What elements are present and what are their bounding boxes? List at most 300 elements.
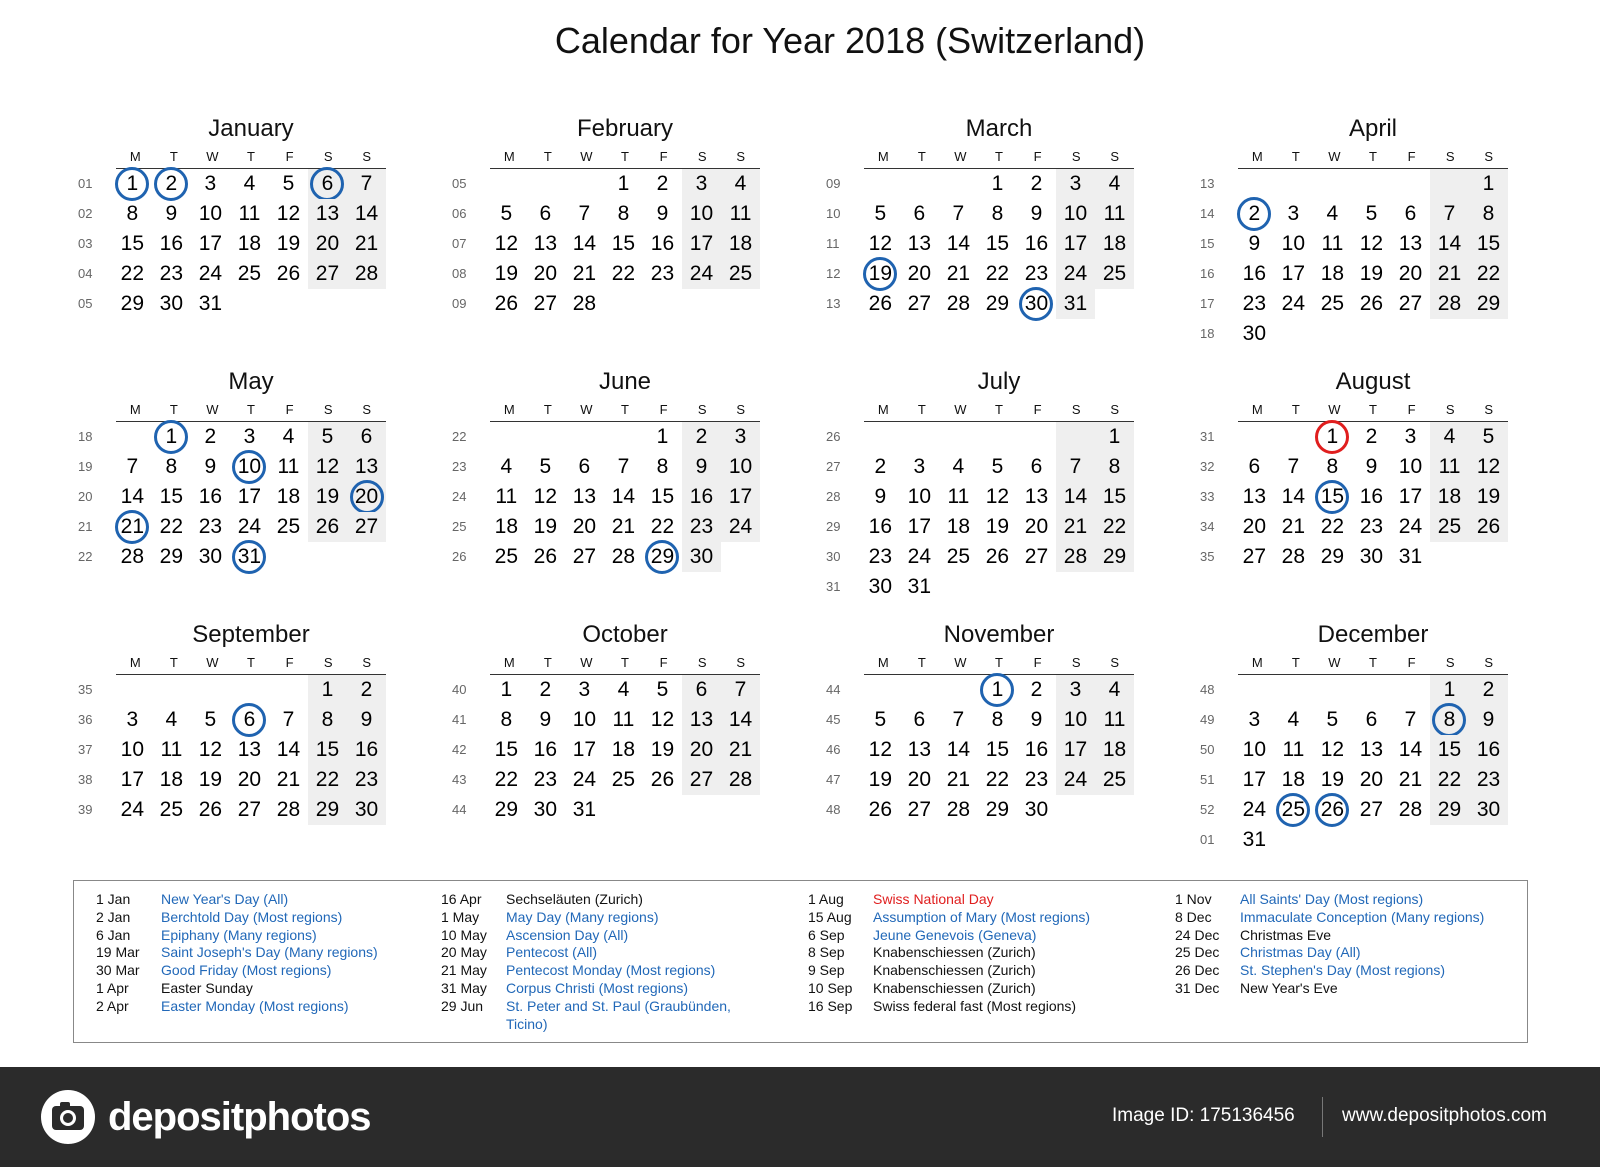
- day-cell[interactable]: 19: [861, 259, 900, 289]
- day-cell[interactable]: 5: [1469, 422, 1508, 452]
- day-cell[interactable]: 22: [650, 515, 675, 538]
- day-cell[interactable]: 15: [1430, 735, 1469, 765]
- day-cell[interactable]: 4: [500, 455, 513, 478]
- day-cell[interactable]: 24: [198, 262, 223, 285]
- day-cell[interactable]: 18: [1430, 482, 1469, 512]
- day-cell[interactable]: 6: [308, 169, 347, 199]
- day-cell[interactable]: 19: [985, 515, 1010, 538]
- day-cell[interactable]: 15: [120, 232, 144, 255]
- day-cell[interactable]: 3: [1056, 675, 1095, 705]
- day-cell[interactable]: 29: [1320, 545, 1345, 568]
- day-cell[interactable]: 28: [572, 292, 597, 315]
- day-cell[interactable]: 30: [868, 575, 892, 598]
- day-cell[interactable]: 20: [682, 735, 721, 765]
- day-cell[interactable]: 17: [721, 482, 760, 512]
- day-cell[interactable]: 27: [1024, 545, 1049, 568]
- day-cell[interactable]: 10: [572, 708, 597, 731]
- day-cell[interactable]: 21: [611, 515, 636, 538]
- day-cell[interactable]: 31: [1398, 545, 1423, 568]
- day-cell[interactable]: 22: [1430, 765, 1469, 795]
- day-cell[interactable]: 17: [1242, 768, 1266, 791]
- day-cell[interactable]: 2: [874, 455, 887, 478]
- day-cell[interactable]: 8: [617, 202, 630, 225]
- day-cell[interactable]: 1: [991, 172, 1004, 195]
- day-cell[interactable]: 27: [682, 765, 721, 795]
- day-cell[interactable]: 18: [946, 515, 971, 538]
- day-cell[interactable]: 13: [1359, 738, 1384, 761]
- day-cell[interactable]: 17: [1281, 262, 1306, 285]
- day-cell[interactable]: 25: [237, 262, 262, 285]
- day-cell[interactable]: 1: [656, 425, 669, 448]
- day-cell[interactable]: 13: [533, 232, 558, 255]
- day-cell[interactable]: 10: [198, 202, 223, 225]
- day-cell[interactable]: 20: [308, 229, 347, 259]
- day-cell[interactable]: 16: [1469, 735, 1508, 765]
- day-cell[interactable]: 31: [572, 798, 597, 821]
- day-cell[interactable]: 12: [308, 452, 347, 482]
- day-cell[interactable]: 11: [1321, 232, 1344, 255]
- day-cell[interactable]: 9: [682, 452, 721, 482]
- day-cell[interactable]: 28: [611, 545, 636, 568]
- day-cell[interactable]: 29: [643, 542, 682, 572]
- day-cell[interactable]: 1: [1469, 169, 1508, 199]
- day-cell[interactable]: 4: [721, 169, 760, 199]
- day-cell[interactable]: 8: [1430, 705, 1469, 735]
- day-cell[interactable]: 15: [611, 232, 636, 255]
- day-cell[interactable]: 4: [1287, 708, 1300, 731]
- day-cell[interactable]: 8: [1326, 455, 1339, 478]
- day-cell[interactable]: 29: [985, 292, 1010, 315]
- day-cell[interactable]: 22: [1320, 515, 1345, 538]
- day-cell[interactable]: 23: [347, 765, 386, 795]
- day-cell[interactable]: 23: [198, 515, 223, 538]
- day-cell[interactable]: 6: [1248, 455, 1261, 478]
- day-cell[interactable]: 16: [1242, 262, 1266, 285]
- day-cell[interactable]: 17: [120, 768, 144, 791]
- day-cell[interactable]: 3: [1287, 202, 1300, 225]
- day-cell[interactable]: 24: [572, 768, 597, 791]
- day-cell[interactable]: 13: [907, 738, 932, 761]
- day-cell[interactable]: 21: [946, 262, 971, 285]
- day-cell[interactable]: 27: [308, 259, 347, 289]
- day-cell[interactable]: 30: [533, 798, 558, 821]
- day-cell[interactable]: 26: [650, 768, 675, 791]
- day-cell[interactable]: 12: [1469, 452, 1508, 482]
- day-cell[interactable]: 24: [721, 512, 760, 542]
- day-cell[interactable]: 7: [126, 455, 139, 478]
- day-cell[interactable]: 18: [1320, 262, 1345, 285]
- day-cell[interactable]: 4: [165, 708, 178, 731]
- day-cell[interactable]: 17: [1056, 735, 1095, 765]
- day-cell[interactable]: 2: [1235, 199, 1274, 229]
- day-cell[interactable]: 14: [276, 738, 301, 761]
- day-cell[interactable]: 12: [868, 232, 892, 255]
- day-cell[interactable]: 21: [1056, 512, 1095, 542]
- day-cell[interactable]: 8: [656, 455, 669, 478]
- day-cell[interactable]: 20: [347, 482, 386, 512]
- day-cell[interactable]: 9: [1030, 202, 1043, 225]
- day-cell[interactable]: 1: [617, 172, 630, 195]
- day-cell[interactable]: 20: [907, 768, 932, 791]
- day-cell[interactable]: 6: [1365, 708, 1378, 731]
- day-cell[interactable]: 5: [308, 422, 347, 452]
- day-cell[interactable]: 20: [533, 262, 558, 285]
- day-cell[interactable]: 17: [572, 738, 597, 761]
- day-cell[interactable]: 9: [1469, 705, 1508, 735]
- day-cell[interactable]: 5: [874, 202, 887, 225]
- day-cell[interactable]: 4: [1326, 202, 1339, 225]
- day-cell[interactable]: 3: [913, 455, 926, 478]
- day-cell[interactable]: 14: [1398, 738, 1423, 761]
- day-cell[interactable]: 7: [721, 675, 760, 705]
- day-cell[interactable]: 18: [1281, 768, 1306, 791]
- day-cell[interactable]: 23: [1359, 515, 1384, 538]
- day-cell[interactable]: 21: [113, 512, 152, 542]
- day-cell[interactable]: 21: [1281, 515, 1306, 538]
- day-cell[interactable]: 31: [1056, 289, 1095, 319]
- day-cell[interactable]: 8: [1095, 452, 1134, 482]
- day-cell[interactable]: 18: [611, 738, 636, 761]
- day-cell[interactable]: 5: [539, 455, 552, 478]
- day-cell[interactable]: 30: [1024, 798, 1049, 821]
- day-cell[interactable]: 7: [1056, 452, 1095, 482]
- day-cell[interactable]: 15: [494, 738, 518, 761]
- day-cell[interactable]: 31: [230, 542, 269, 572]
- day-cell[interactable]: 4: [1095, 675, 1134, 705]
- day-cell[interactable]: 11: [277, 455, 300, 478]
- day-cell[interactable]: 25: [1095, 765, 1134, 795]
- day-cell[interactable]: 23: [533, 768, 558, 791]
- day-cell[interactable]: 24: [682, 259, 721, 289]
- day-cell[interactable]: 7: [578, 202, 591, 225]
- day-cell[interactable]: 13: [1398, 232, 1423, 255]
- day-cell[interactable]: 23: [1469, 765, 1508, 795]
- day-cell[interactable]: 23: [1024, 262, 1049, 285]
- day-cell[interactable]: 12: [533, 485, 558, 508]
- day-cell[interactable]: 19: [308, 482, 347, 512]
- day-cell[interactable]: 25: [1274, 795, 1313, 825]
- day-cell[interactable]: 21: [276, 768, 301, 791]
- day-cell[interactable]: 20: [572, 515, 597, 538]
- day-cell[interactable]: 6: [682, 675, 721, 705]
- day-cell[interactable]: 2: [347, 675, 386, 705]
- day-cell[interactable]: 20: [1024, 515, 1049, 538]
- day-cell[interactable]: 8: [126, 202, 139, 225]
- day-cell[interactable]: 10: [120, 738, 144, 761]
- day-cell[interactable]: 2: [1469, 675, 1508, 705]
- day-cell[interactable]: 21: [1430, 259, 1469, 289]
- day-cell[interactable]: 23: [1242, 292, 1266, 315]
- day-cell[interactable]: 4: [243, 172, 256, 195]
- day-cell[interactable]: 28: [1281, 545, 1306, 568]
- day-cell[interactable]: 13: [1024, 485, 1049, 508]
- day-cell[interactable]: 14: [611, 485, 636, 508]
- day-cell[interactable]: 2: [656, 172, 669, 195]
- day-cell[interactable]: 16: [198, 485, 223, 508]
- day-cell[interactable]: 28: [946, 798, 971, 821]
- day-cell[interactable]: 13: [347, 452, 386, 482]
- day-cell[interactable]: 9: [539, 708, 552, 731]
- day-cell[interactable]: 27: [1242, 545, 1266, 568]
- day-cell[interactable]: 6: [1030, 455, 1043, 478]
- day-cell[interactable]: 16: [650, 232, 675, 255]
- day-cell[interactable]: 11: [1095, 705, 1134, 735]
- day-cell[interactable]: 29: [1095, 542, 1134, 572]
- day-cell[interactable]: 18: [1095, 229, 1134, 259]
- day-cell[interactable]: 27: [907, 292, 932, 315]
- day-cell[interactable]: 8: [1469, 199, 1508, 229]
- day-cell[interactable]: 2: [204, 425, 217, 448]
- day-cell[interactable]: 5: [991, 455, 1004, 478]
- day-cell[interactable]: 9: [165, 202, 178, 225]
- day-cell[interactable]: 21: [946, 768, 971, 791]
- day-cell[interactable]: 25: [494, 545, 518, 568]
- day-cell[interactable]: 6: [913, 202, 926, 225]
- day-cell[interactable]: 24: [1281, 292, 1306, 315]
- day-cell[interactable]: 5: [1365, 202, 1378, 225]
- day-cell[interactable]: 11: [1095, 199, 1134, 229]
- day-cell[interactable]: 9: [874, 485, 887, 508]
- day-cell[interactable]: 9: [204, 455, 217, 478]
- day-cell[interactable]: 24: [1398, 515, 1423, 538]
- day-cell[interactable]: 16: [533, 738, 558, 761]
- day-cell[interactable]: 12: [1359, 232, 1384, 255]
- day-cell[interactable]: 8: [991, 202, 1004, 225]
- day-cell[interactable]: 26: [868, 292, 892, 315]
- day-cell[interactable]: 19: [198, 768, 223, 791]
- day-cell[interactable]: 14: [946, 232, 971, 255]
- day-cell[interactable]: 28: [276, 798, 301, 821]
- day-cell[interactable]: 7: [952, 708, 965, 731]
- day-cell[interactable]: 3: [682, 169, 721, 199]
- day-cell[interactable]: 11: [1430, 452, 1469, 482]
- day-cell[interactable]: 21: [572, 262, 597, 285]
- day-cell[interactable]: 11: [1282, 738, 1305, 761]
- day-cell[interactable]: 8: [165, 455, 178, 478]
- day-cell[interactable]: 3: [204, 172, 217, 195]
- day-cell[interactable]: 2: [152, 169, 191, 199]
- day-cell[interactable]: 18: [159, 768, 184, 791]
- day-cell[interactable]: 17: [907, 515, 932, 538]
- day-cell[interactable]: 16: [868, 515, 892, 538]
- day-cell[interactable]: 23: [650, 262, 675, 285]
- day-cell[interactable]: 14: [721, 705, 760, 735]
- day-cell[interactable]: 24: [1056, 765, 1095, 795]
- day-cell[interactable]: 28: [120, 545, 144, 568]
- day-cell[interactable]: 5: [282, 172, 295, 195]
- day-cell[interactable]: 19: [650, 738, 675, 761]
- day-cell[interactable]: 27: [572, 545, 597, 568]
- day-cell[interactable]: 20: [1242, 515, 1266, 538]
- day-cell[interactable]: 21: [347, 229, 386, 259]
- day-cell[interactable]: 2: [539, 678, 552, 701]
- day-cell[interactable]: 19: [276, 232, 301, 255]
- day-cell[interactable]: 1: [1095, 422, 1134, 452]
- day-cell[interactable]: 17: [1398, 485, 1423, 508]
- site-link[interactable]: www.depositphotos.com: [1342, 1105, 1547, 1126]
- day-cell[interactable]: 15: [1469, 229, 1508, 259]
- day-cell[interactable]: 6: [913, 708, 926, 731]
- day-cell[interactable]: 3: [1404, 425, 1417, 448]
- day-cell[interactable]: 30: [198, 545, 223, 568]
- day-cell[interactable]: 30: [1359, 545, 1384, 568]
- day-cell[interactable]: 17: [1056, 229, 1095, 259]
- day-cell[interactable]: 5: [204, 708, 217, 731]
- day-cell[interactable]: 23: [868, 545, 892, 568]
- day-cell[interactable]: 6: [578, 455, 591, 478]
- day-cell[interactable]: 28: [946, 292, 971, 315]
- day-cell[interactable]: 3: [721, 422, 760, 452]
- day-cell[interactable]: 13: [1242, 485, 1266, 508]
- day-cell[interactable]: 4: [952, 455, 965, 478]
- day-cell[interactable]: 1: [500, 678, 513, 701]
- day-cell[interactable]: 22: [494, 768, 518, 791]
- day-cell[interactable]: 12: [198, 738, 223, 761]
- day-cell[interactable]: 4: [1095, 169, 1134, 199]
- day-cell[interactable]: 10: [682, 199, 721, 229]
- day-cell[interactable]: 26: [198, 798, 223, 821]
- day-cell[interactable]: 11: [160, 738, 183, 761]
- day-cell[interactable]: 29: [1469, 289, 1508, 319]
- day-cell[interactable]: 19: [868, 768, 892, 791]
- day-cell[interactable]: 24: [907, 545, 932, 568]
- day-cell[interactable]: 24: [1242, 798, 1266, 821]
- day-cell[interactable]: 7: [1287, 455, 1300, 478]
- day-cell[interactable]: 25: [1430, 512, 1469, 542]
- day-cell[interactable]: 4: [282, 425, 295, 448]
- day-cell[interactable]: 24: [1056, 259, 1095, 289]
- day-cell[interactable]: 18: [1095, 735, 1134, 765]
- day-cell[interactable]: 25: [611, 768, 636, 791]
- day-cell[interactable]: 6: [1404, 202, 1417, 225]
- day-cell[interactable]: 11: [721, 199, 760, 229]
- day-cell[interactable]: 14: [1281, 485, 1306, 508]
- day-cell[interactable]: 16: [1359, 485, 1384, 508]
- day-cell[interactable]: 29: [1430, 795, 1469, 825]
- day-cell[interactable]: 15: [308, 735, 347, 765]
- day-cell[interactable]: 18: [721, 229, 760, 259]
- day-cell[interactable]: 30: [682, 542, 721, 572]
- day-cell[interactable]: 19: [1359, 262, 1384, 285]
- day-cell[interactable]: 15: [1313, 482, 1352, 512]
- day-cell[interactable]: 20: [1398, 262, 1423, 285]
- day-cell[interactable]: 10: [1398, 455, 1423, 478]
- day-cell[interactable]: 26: [1469, 512, 1508, 542]
- day-cell[interactable]: 17: [198, 232, 223, 255]
- day-cell[interactable]: 28: [1398, 798, 1423, 821]
- day-cell[interactable]: 19: [533, 515, 558, 538]
- day-cell[interactable]: 13: [682, 705, 721, 735]
- day-cell[interactable]: 14: [120, 485, 144, 508]
- day-cell[interactable]: 14: [347, 199, 386, 229]
- day-cell[interactable]: 22: [1469, 259, 1508, 289]
- day-cell[interactable]: 7: [1404, 708, 1417, 731]
- day-cell[interactable]: 11: [612, 708, 635, 731]
- day-cell[interactable]: 10: [907, 485, 932, 508]
- day-cell[interactable]: 8: [308, 705, 347, 735]
- day-cell[interactable]: 12: [985, 485, 1010, 508]
- day-cell[interactable]: 13: [237, 738, 262, 761]
- day-cell[interactable]: 15: [1095, 482, 1134, 512]
- day-cell[interactable]: 1: [978, 675, 1017, 705]
- day-cell[interactable]: 7: [282, 708, 295, 731]
- day-cell[interactable]: 11: [238, 202, 261, 225]
- day-cell[interactable]: 29: [120, 292, 144, 315]
- day-cell[interactable]: 28: [721, 765, 760, 795]
- day-cell[interactable]: 29: [985, 798, 1010, 821]
- day-cell[interactable]: 3: [578, 678, 591, 701]
- day-cell[interactable]: 10: [1281, 232, 1306, 255]
- day-cell[interactable]: 3: [1248, 708, 1261, 731]
- day-cell[interactable]: 16: [159, 232, 184, 255]
- day-cell[interactable]: 6: [230, 705, 269, 735]
- day-cell[interactable]: 21: [721, 735, 760, 765]
- day-cell[interactable]: 20: [237, 768, 262, 791]
- day-cell[interactable]: 24: [120, 798, 144, 821]
- day-cell[interactable]: 13: [907, 232, 932, 255]
- day-cell[interactable]: 26: [494, 292, 518, 315]
- day-cell[interactable]: 9: [656, 202, 669, 225]
- day-cell[interactable]: 22: [308, 765, 347, 795]
- day-cell[interactable]: 4: [617, 678, 630, 701]
- day-cell[interactable]: 10: [721, 452, 760, 482]
- day-cell[interactable]: 24: [237, 515, 262, 538]
- day-cell[interactable]: 20: [1359, 768, 1384, 791]
- day-cell[interactable]: 14: [1430, 229, 1469, 259]
- day-cell[interactable]: 1: [1313, 422, 1352, 452]
- day-cell[interactable]: 25: [276, 515, 301, 538]
- day-cell[interactable]: 30: [1017, 289, 1056, 319]
- day-cell[interactable]: 1: [113, 169, 152, 199]
- day-cell[interactable]: 5: [656, 678, 669, 701]
- day-cell[interactable]: 26: [276, 262, 301, 285]
- day-cell[interactable]: 27: [237, 798, 262, 821]
- day-cell[interactable]: 6: [539, 202, 552, 225]
- day-cell[interactable]: 30: [1469, 795, 1508, 825]
- day-cell[interactable]: 19: [494, 262, 518, 285]
- day-cell[interactable]: 10: [230, 452, 269, 482]
- day-cell[interactable]: 3: [243, 425, 256, 448]
- day-cell[interactable]: 25: [1320, 292, 1345, 315]
- day-cell[interactable]: 2: [1365, 425, 1378, 448]
- day-cell[interactable]: 17: [237, 485, 262, 508]
- day-cell[interactable]: 23: [682, 512, 721, 542]
- day-cell[interactable]: 12: [868, 738, 892, 761]
- day-cell[interactable]: 17: [682, 229, 721, 259]
- day-cell[interactable]: 19: [1320, 768, 1345, 791]
- day-cell[interactable]: 18: [276, 485, 301, 508]
- day-cell[interactable]: 7: [347, 169, 386, 199]
- day-cell[interactable]: 7: [1430, 199, 1469, 229]
- day-cell[interactable]: 27: [533, 292, 558, 315]
- day-cell[interactable]: 7: [617, 455, 630, 478]
- day-cell[interactable]: 29: [308, 795, 347, 825]
- day-cell[interactable]: 12: [650, 708, 675, 731]
- day-cell[interactable]: 16: [1024, 232, 1049, 255]
- day-cell[interactable]: 9: [1365, 455, 1378, 478]
- day-cell[interactable]: 30: [159, 292, 184, 315]
- day-cell[interactable]: 9: [1248, 232, 1261, 255]
- day-cell[interactable]: 28: [1056, 542, 1095, 572]
- day-cell[interactable]: 20: [907, 262, 932, 285]
- day-cell[interactable]: 3: [1056, 169, 1095, 199]
- day-cell[interactable]: 28: [347, 259, 386, 289]
- day-cell[interactable]: 15: [650, 485, 675, 508]
- day-cell[interactable]: 27: [907, 798, 932, 821]
- day-cell[interactable]: 12: [1320, 738, 1345, 761]
- day-cell[interactable]: 30: [1242, 322, 1266, 345]
- day-cell[interactable]: 9: [1030, 708, 1043, 731]
